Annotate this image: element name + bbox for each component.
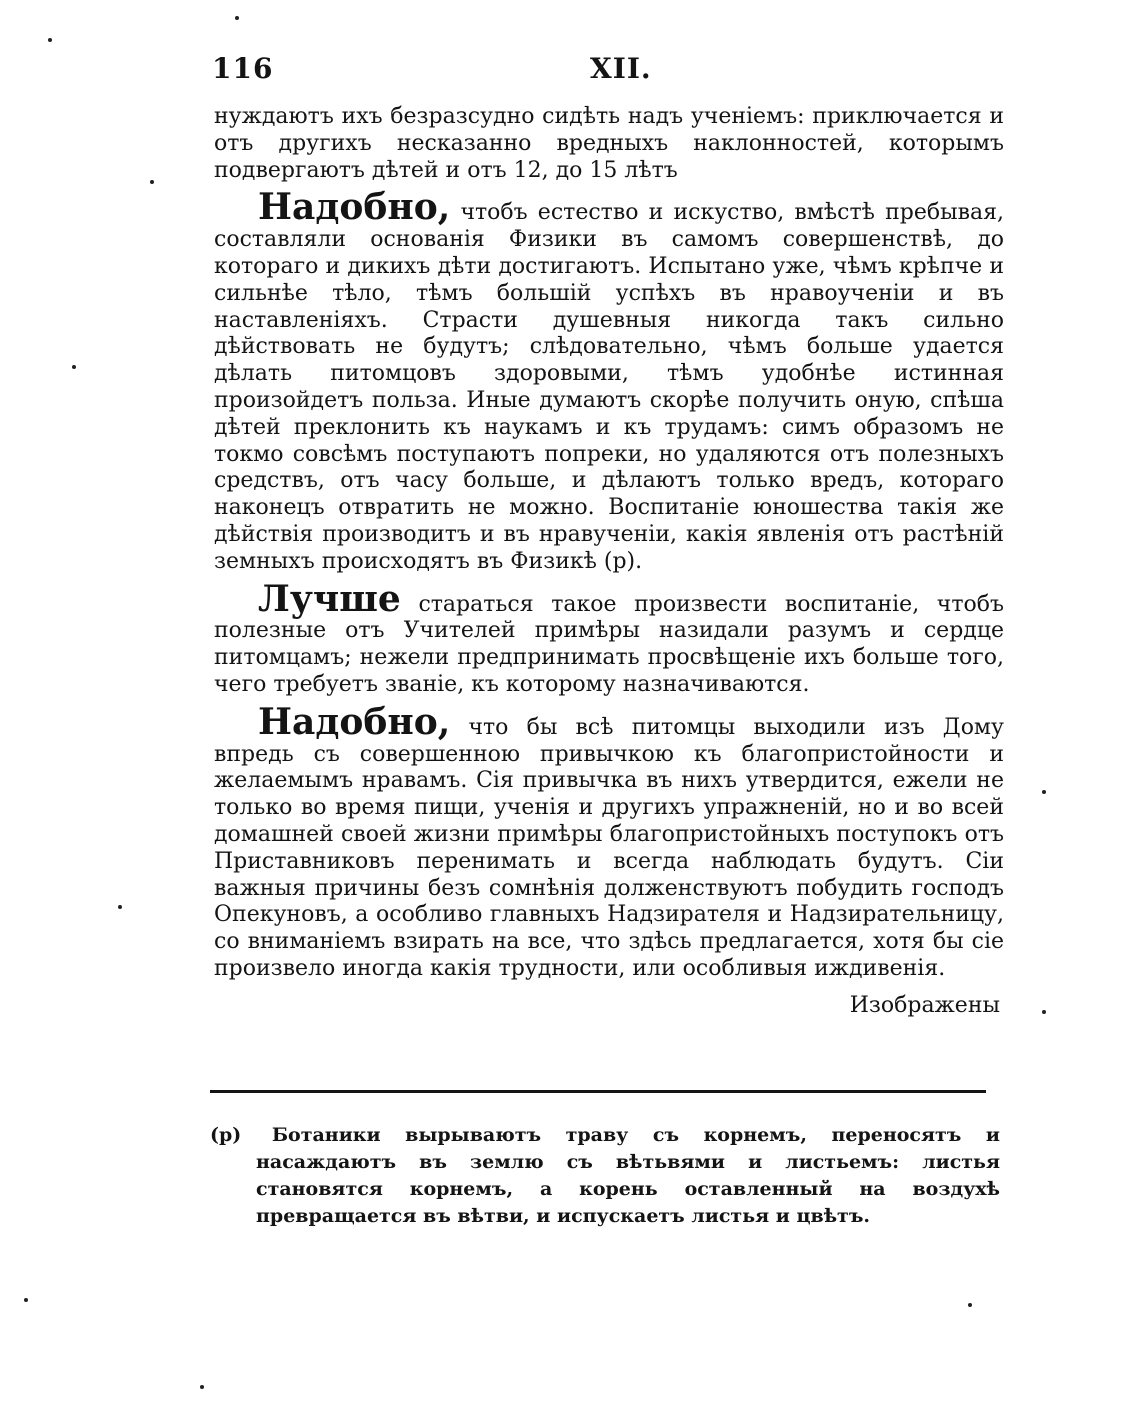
paragraph <box>214 577 1004 699</box>
ink-speck <box>1042 1010 1046 1014</box>
section-heading: XII. <box>590 52 652 85</box>
ink-speck <box>118 905 122 909</box>
paragraph-text: чтобъ естество и искуство, вмѣстѣ пребывая, составляли основанія Физики въ самомъ совершенствѣ, до котораго и дикихъ дѣти достигаютъ. Испытано уже, чѣмъ крѣпче и сильнѣе тѣло, тѣмъ большій успѣхъ въ нравоученіи и въ наставленіяхъ. Страсти душевныя никогда такъ сильно дѣйствовать не будутъ; слѣдовательно, чѣмъ больше удается дѣлать питомцовъ здоровыми, тѣмъ удобнѣе истинная произойдетъ польза. Иные думаютъ скорѣе получить оную, спѣша дѣтей преклонить къ наукамъ и къ трудамъ: симъ образомъ не токмо совсѣмъ поступаютъ попреки, но удаляются отъ полезныхъ средствъ, отъ часу больше, и дѣлаютъ только вредъ, котораго наконецъ отвратить не можно. Воспитаніе юношества такія же дѣйствія производитъ и въ нравученіи, какія явленія отъ растѣній земныхъ происходятъ въ Физикѣ (р). <box>214 200 1004 574</box>
footnote-text: Ботаники вырываютъ траву съ корнемъ, переносятъ и насаждаютъ въ землю съ вѣтьвями и листьемъ: листья становятся корнемъ, а корень оставленный на воздухѣ превращается въ вѣтви, и испускаетъ листья и цвѣтъ. <box>256 1124 1000 1227</box>
paragraph-text: стараться такое произвести воспитаніе, чтобъ полезные отъ Учителей примѣры назидали разумъ и сердце питомцамъ; нежели предпринимать просвѣщеніе ихъ больше того, чего требуетъ званіе, къ которому назначиваются. <box>214 591 1004 697</box>
paragraph-lead-word: Надобно, <box>258 700 451 743</box>
paragraph <box>214 186 1004 575</box>
ink-speck <box>24 1298 28 1302</box>
footnote-divider <box>210 1090 986 1093</box>
footnote-label: (р) <box>210 1124 242 1146</box>
paragraph <box>214 700 1004 983</box>
ink-speck <box>72 365 76 369</box>
ink-speck <box>48 38 52 42</box>
ink-speck <box>235 16 239 20</box>
footnote <box>210 1122 1000 1230</box>
paragraph-lead-word: Лучше <box>258 577 401 620</box>
paragraph-text: нуждаютъ ихъ безразсудно сидѣть надъ ученіемъ: приключается и отъ другихъ несказанно вредныхъ наклонностей, которымъ подвергаютъ дѣтей и отъ 12, до 15 лѣтъ <box>214 104 1004 183</box>
page-number: 116 <box>212 52 274 85</box>
ink-speck <box>150 180 154 184</box>
paragraph-text: что бы всѣ питомцы выходили изъ Дому впредь съ совершенною привычкою къ благопристойности и желаемымъ нравамъ. Сія привычка въ нихъ утвердится, ежели не только во время пищи, ученія и другихъ упражненій, но и во всей домашней своей жизни примѣры благопристойныхъ поступокъ отъ Приставниковъ перенимать и всегда наблюдать будутъ. Сіи важныя причины безъ сомнѣнія долженствуютъ побудить господъ Опекуновъ, а особливо главныхъ Надзирателя и Надзирательницу, со вниманіемъ взирать на все, что здѣсь предлагается, хотя бы сіе произвело иногда какія трудности, или особливыя иждивенія. <box>214 714 1004 981</box>
catchword: Изображены <box>849 992 1000 1018</box>
main-text <box>214 104 1004 1020</box>
paragraph-lead-word: Надобно, <box>258 186 451 229</box>
paragraph-continued <box>214 104 1004 184</box>
ink-speck <box>200 1385 204 1389</box>
ink-speck <box>1042 790 1046 794</box>
ink-speck <box>968 1303 972 1307</box>
